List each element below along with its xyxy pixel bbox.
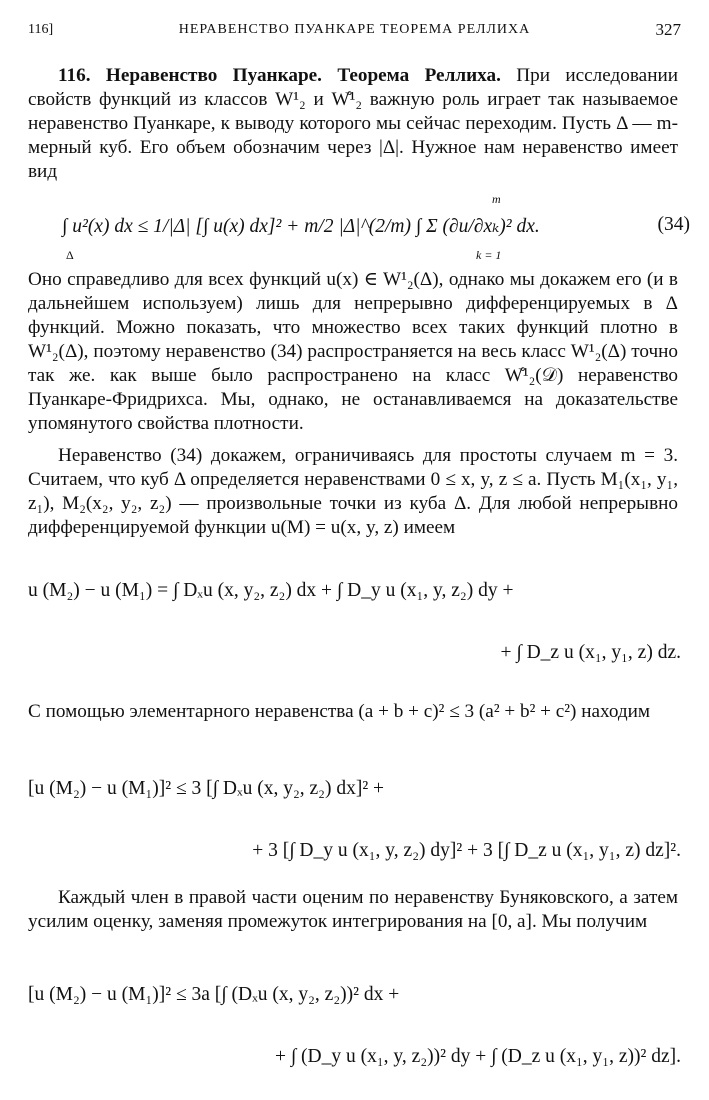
equation-b-line-2: + 3 [∫ D_y u (x₁, y, z₂) dy]² + 3 [∫ D_z u (x₁, y₁, z) dz]². — [252, 840, 681, 861]
paragraph-5: Каждый член в правой части оценим по неравенству Буняковского, а затем усилим оценку, заменяя промежуток интегрирования на [0, a]. Мы получим — [28, 887, 678, 932]
running-title: НЕРАВЕНСТВО ПУАНКАРЕ ТЕОРЕМА РЕЛЛИХА — [178, 22, 531, 37]
equation-34-sum-top: m — [492, 192, 501, 206]
equation-34-text: ∫ u²(x) dx ≤ 1/|Δ| [∫ u(x) dx]² + m/2 |Δ|^(2/m) ∫ Σ (∂u/∂xₖ)² dx. — [62, 216, 540, 237]
equation-a-line-2: + ∫ D_z u (x₁, y₁, z) dz. — [500, 642, 681, 663]
equation-34 — [62, 188, 702, 268]
paragraph-2: Оно справедливо для всех функций u(x) ∈ W¹₂(Δ), однако мы докажем его (и в дальнейшем используем) лишь для непрерывно дифференцируемых в Δ функций. Можно показать, что множество всех таких функций плотно в W¹₂(Δ), поэтому неравенство (34) распространяется на весь класс W¹₂(Δ) точно так же. как выше было распространено на класс W̊¹₂(𝒟) неравенство Пуанкаре-Фридрихса. Мы, однако, не останавливаемся на доказательстве упомянутого свойства плотности. — [28, 269, 678, 434]
paragraph-intro-text: При исследовании свойств функций из классов W¹₂ и W̊¹₂ важную роль играет так называемое неравенство Пуанкаре, к выводу которого мы сейчас переходим. Пусть Δ — m-мерный куб. Его объем обозначим через |Δ|. Нужное нам неравенство имеет вид — [28, 65, 679, 182]
equation-34-domain: Δ — [66, 248, 74, 262]
equation-c-line-1: [u (M₂) − u (M₁)]² ≤ 3a [∫ (Dₓu (x, y₂, z₂))² dx + — [28, 984, 400, 1005]
paragraph-intro — [28, 64, 678, 184]
page-number: 327 — [655, 20, 681, 39]
equation-34-sum-bottom: k = 1 — [476, 248, 502, 262]
equation-34-number: (34) — [657, 214, 690, 235]
section-ref: 116] — [28, 22, 54, 37]
paragraph-3: Неравенство (34) докажем, ограничиваясь для простоты случаем m = 3. Считаем, что куб Δ определяется неравенствами 0 ≤ x, y, z ≤ a. Пусть M₁(x₁, y₁, z₁), M₂(x₂, y₂, z₂) — произвольные точки из куба Δ. Для любой непрерывно дифференцируемой функции u(M) = u(x, y, z) имеем — [28, 445, 678, 538]
running-header — [28, 22, 681, 44]
section-heading: 116. Неравенство Пуанкаре. Теорема Реллиха. — [58, 65, 501, 86]
equation-b-line-1: [u (M₂) − u (M₁)]² ≤ 3 [∫ Dₓu (x, y₂, z₂) dx]² + — [28, 778, 385, 799]
equation-a-line-1: u (M₂) − u (M₁) = ∫ Dₓu (x, y₂, z₂) dx + ∫ D_y u (x₁, y, z₂) dy + — [28, 580, 514, 601]
equation-c-line-2: + ∫ (D_y u (x₁, y, z₂))² dy + ∫ (D_z u (x₁, y₁, z))² dz]. — [274, 1046, 681, 1067]
paragraph-4: С помощью элементарного неравенства (a + b + c)² ≤ 3 (a² + b² + c²) находим — [28, 701, 651, 722]
